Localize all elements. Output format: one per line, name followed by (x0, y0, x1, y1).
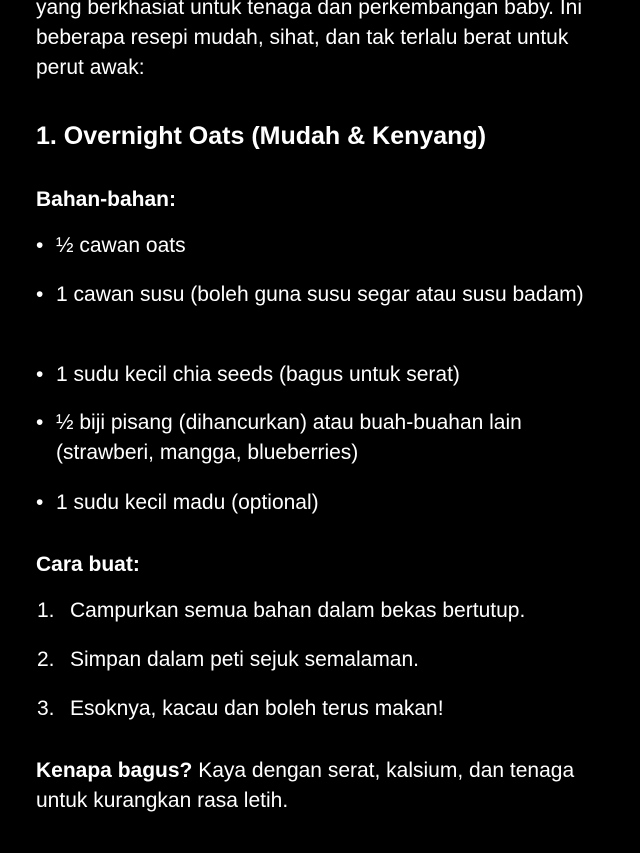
list-item (36, 694, 616, 724)
ingredient-text: ½ cawan oats (56, 234, 186, 257)
step-number: 3. (37, 697, 55, 720)
why-good-label: Kenapa bagus? (36, 759, 193, 782)
method-heading: Cara buat: (36, 553, 140, 576)
bullet-icon: • (36, 411, 44, 434)
list-item (36, 596, 616, 626)
step-text: Simpan dalam peti sejuk semalaman. (70, 648, 420, 671)
step-text: Campurkan semua bahan dalam bekas bertutup. (70, 599, 526, 622)
list-item (36, 280, 616, 310)
intro-paragraph: yang berkhasiat untuk tenaga dan perkembangan baby. Ini beberapa resepi mudah, sihat, dan tak terlalu berat untuk perut awak: (36, 0, 582, 79)
ingredient-text: ½ biji pisang (dihancurkan) atau buah-buahan lain (strawberi, mangga, blueberries) (56, 411, 522, 464)
ingredients-heading: Bahan-bahan: (36, 188, 177, 211)
list-item (36, 645, 616, 675)
list-item (36, 408, 616, 468)
bullet-icon: • (36, 234, 44, 257)
step-number: 1. (37, 599, 55, 622)
step-number: 2. (37, 648, 55, 671)
why-good-text: Kaya dengan serat, kalsium, dan tenaga untuk kurangkan rasa letih. (36, 759, 575, 812)
recipe-title: 1. Overnight Oats (Mudah & Kenyang) (36, 122, 487, 150)
list-item (36, 360, 616, 390)
step-text: Esoknya, kacau dan boleh terus makan! (70, 697, 444, 720)
why-good-paragraph (36, 756, 616, 816)
bullet-icon: • (36, 363, 44, 386)
ingredient-text: 1 sudu kecil madu (optional) (56, 491, 319, 514)
bullet-icon: • (36, 491, 44, 514)
list-item (36, 231, 616, 261)
list-item (36, 488, 616, 518)
bullet-icon: • (36, 283, 44, 306)
ingredient-text: 1 cawan susu (boleh guna susu segar atau susu badam) (56, 283, 584, 306)
ingredient-text: 1 sudu kecil chia seeds (bagus untuk serat) (56, 363, 460, 386)
